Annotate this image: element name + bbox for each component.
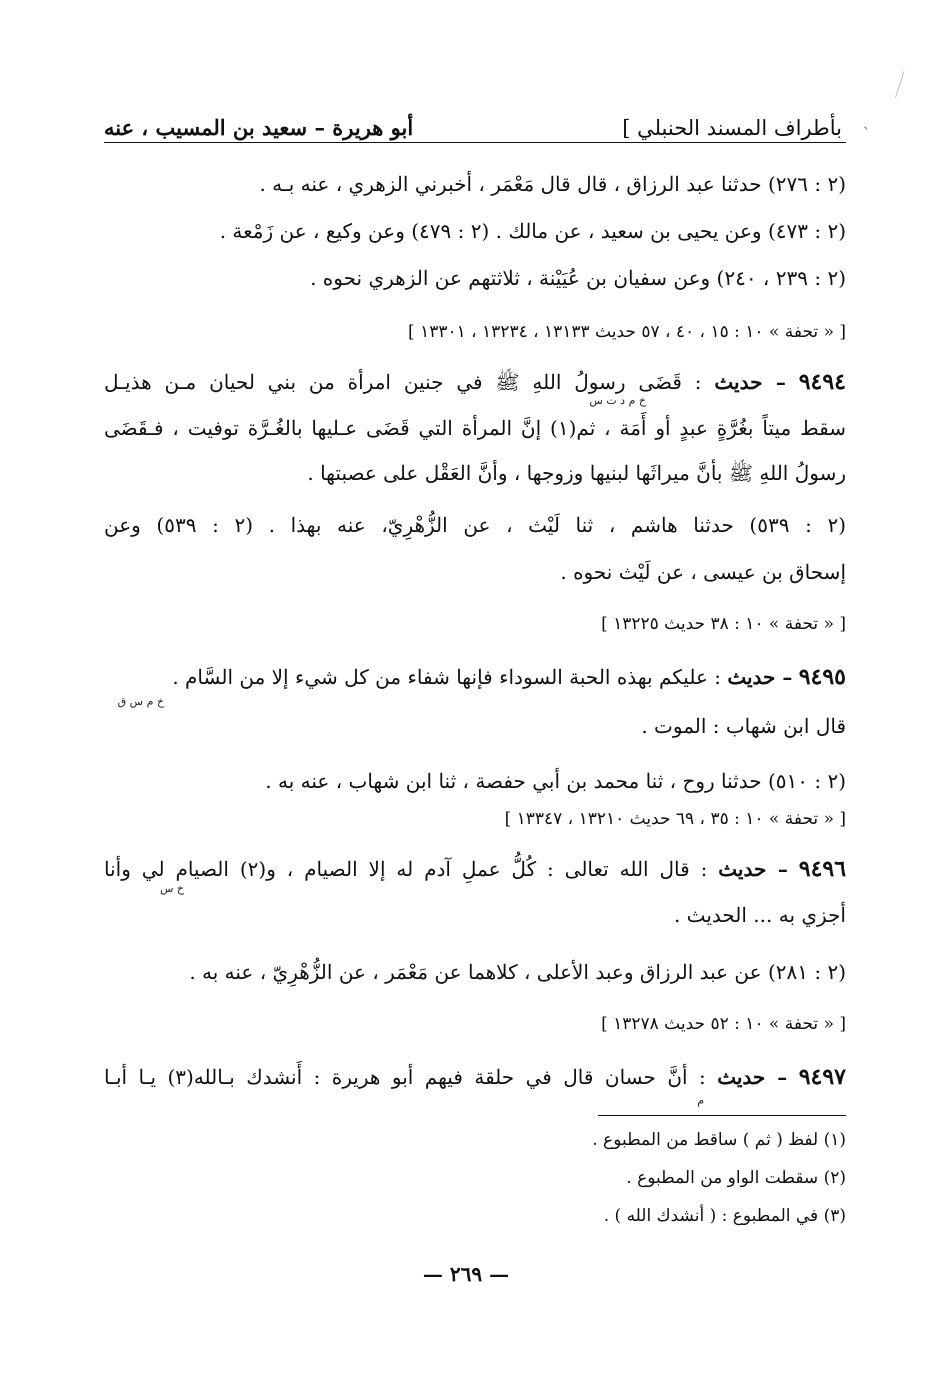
margin-scribble — [895, 71, 914, 101]
text-line: رسولُ اللهِ ﷺ بأنَّ ميراثَها لبنيها وزوجها ، وأنَّ العَقْل على عصبتها . — [307, 461, 846, 485]
text-line: قال ابن شهاب : الموت . — [641, 714, 846, 738]
hadith-keyword: – حديث — [718, 857, 788, 881]
text-line: (٢ : ٢٨١) عن عبد الرزاق وعبد الأعلى ، كلاهما عن مَعْمَر ، عن الزُّهْرِيّ ، عنه به . — [189, 960, 846, 984]
footnote: (٢) سقطت الواو من المطبوع . — [626, 1168, 846, 1188]
header-chapter-name: أبو هريرة — [332, 115, 414, 140]
text-line: (٢ : ٢٧٦) حدثنا عبد الرزاق ، قال قال مَعْمَر ، أخبرني الزهري ، عنه بـه . — [259, 172, 846, 196]
narrator-symbols: خ م س ق — [117, 695, 164, 708]
narrator-symbols: خ م د ت س — [589, 394, 646, 407]
footnote: (١) لفظ ( ثم ) ساقط من المطبوع . — [592, 1130, 846, 1150]
hadith-number: ٩٤٩٤ — [798, 369, 846, 395]
text-line: (٢ : ٥١٠) حدثنا روح ، ثنا محمد بن أبي حفصة ، ثنا ابن شهاب ، عنه به . — [265, 769, 846, 793]
header-rule — [104, 142, 846, 143]
narrator-symbols: م — [697, 1094, 704, 1107]
hadith-text: : قال الله تعالى : كُلُّ عملِ آدم له إلا الصيام ، و(٢) الصيام لي وأنا — [104, 857, 719, 881]
running-header — [104, 106, 842, 140]
header-chapter — [104, 115, 413, 140]
header-book-title: بأطراف المسند الحنبلي ] — [622, 116, 842, 140]
hadith-number: ٩٤٩٥ — [798, 664, 846, 690]
text-line: (٢ : ٤٧٣) وعن يحيى بن سعيد ، عن مالك . (٢ : ٤٧٩) وعن وكيع ، عن زَمْعة . — [219, 219, 846, 243]
footnote: (٣) في المطبوع : ( أنشدك الله ) . — [603, 1206, 846, 1226]
text-line: (٢ : ٥٣٩) حدثنا هاشم ، ثنا لَيْث ، عن الزُّهْرِيّ، عنه بهذا . (٢ : ٥٣٩) وعن — [104, 513, 846, 537]
hadith-9494-line1 — [104, 368, 846, 396]
header-chapter-rest: – سعيد بن المسيب ، عنه — [104, 115, 333, 140]
tuhfa-reference: [ « تحفة » ١٠ : ٣٥ ، ٦٩ حديث ١٣٢١٠ ، ١٣٣٤٧ ] — [504, 809, 846, 829]
text-line: سقط ميتاً بغُرَّةٍ عبدٍ أو أَمَة ، ثم(١) إنَّ المرأة التي قَضَى عـليها بالغُـرَّة توفيت ، فـقَضَى — [104, 416, 846, 440]
hadith-text: : قَضَى رسولُ اللهِ ﷺ في جنين امرأة من بني لحيان مـن هذيـل — [104, 370, 715, 394]
hadith-9496-line1 — [104, 855, 846, 883]
text-line: (٢ : ٢٣٩ ، ٢٤٠) وعن سفيان بن عُيَيْنة ، ثلاثتهم عن الزهري نحوه . — [310, 266, 846, 290]
corner-mark: ` — [863, 126, 870, 142]
tuhfa-reference: [ « تحفة » ١٠ : ٥٢ حديث ١٣٢٧٨ ] — [601, 1014, 846, 1034]
hadith-keyword: – حديث — [717, 1065, 788, 1089]
footnote-rule — [598, 1115, 846, 1116]
hadith-text: : أنَّ حسان قال في حلقة فيهم أبو هريرة : أَنشدك بـالله(٣) يـا أبـا — [104, 1065, 718, 1089]
hadith-keyword: – حديث — [727, 665, 793, 689]
hadith-keyword: – حديث — [714, 370, 786, 394]
text-line: أجزي به ... الحديث . — [673, 903, 846, 927]
hadith-text: : عليكم بهذه الحبة السوداء فإنها شفاء من كل شيء إلا من السَّام . — [172, 665, 728, 689]
hadith-9497-line1 — [104, 1063, 846, 1091]
tuhfa-reference: [ « تحفة » ١٠ : ٣٨ حديث ١٣٢٢٥ ] — [601, 614, 846, 634]
page-number: — ٢٦٩ — — [422, 1262, 510, 1286]
narrator-symbols: خ س — [159, 882, 184, 895]
hadith-9495-line1 — [104, 663, 846, 691]
hadith-number: ٩٤٩٦ — [798, 856, 847, 882]
tuhfa-reference: [ « تحفة » ١٠ : ١٥ ، ٤٠ ، ٥٧ حديث ١٣١٣٣ ، ١٣٢٣٤ ، ١٣٣٠١ ] — [408, 322, 846, 342]
text-line: إسحاق بن عيسى ، عن لَيْث نحوه . — [560, 560, 846, 584]
hadith-number: ٩٤٩٧ — [798, 1064, 846, 1090]
